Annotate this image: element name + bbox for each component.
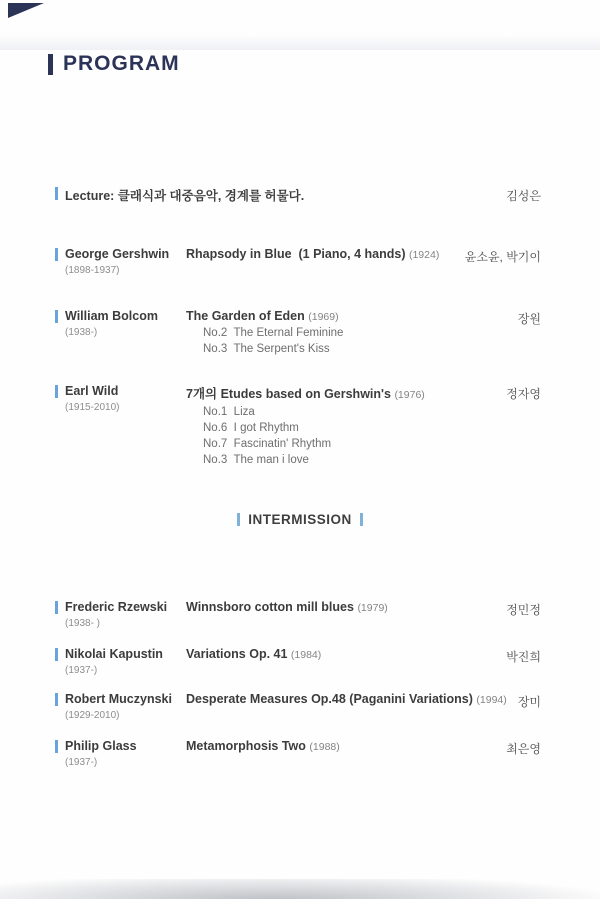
intermission-right-bar (360, 513, 363, 526)
composer-name: Earl Wild (65, 384, 119, 398)
piece-title: Metamorphosis Two (186, 739, 306, 753)
piece-year: (1976) (394, 389, 425, 401)
piece-year: (1979) (357, 602, 388, 614)
composer-name: George Gershwin (65, 247, 170, 261)
piece-column (186, 309, 510, 355)
composer-name: Nikolai Kapustin (65, 647, 163, 661)
piece-title: Desperate Measures Op.48 (Paganini Variations) (186, 692, 473, 706)
piece-year: (1984) (290, 649, 322, 661)
composer-name: Robert Muczynski (65, 692, 172, 706)
program-row-muczynski (55, 692, 541, 721)
piece-column (186, 647, 498, 661)
intermission-label: INTERMISSION (248, 512, 352, 527)
composer-column (58, 247, 186, 276)
piece-title-line (186, 692, 510, 706)
program-row-lecture (55, 186, 541, 204)
performer-name: 장미 (517, 695, 541, 709)
intermission-left-bar (237, 513, 240, 526)
piece-year: (1994) (476, 694, 507, 706)
composer-column (58, 647, 186, 676)
composer-name: Philip Glass (65, 739, 137, 753)
piece-column (186, 384, 498, 466)
piece-title-line (186, 600, 498, 614)
piece-title: Rhapsody in Blue (1 Piano, 4 hands) (186, 247, 406, 261)
page-title: PROGRAM (63, 52, 180, 75)
piece-title-line (186, 647, 498, 661)
piece-year: (1988) (309, 741, 340, 753)
intermission-divider (0, 512, 600, 527)
performer-name: 최은영 (506, 742, 541, 756)
movement-item: No.7 Fascinatin' Rhythm (203, 438, 332, 450)
composer-column (58, 384, 186, 413)
piece-column (186, 600, 498, 614)
piece-title-line (186, 247, 457, 261)
program-row-gershwin (55, 247, 541, 276)
performer-name: 윤소윤, 박기이 (464, 250, 541, 264)
piece-title-line (186, 309, 510, 323)
piece-column (186, 739, 498, 753)
performer-name: 박진희 (506, 650, 541, 664)
composer-column (58, 692, 186, 721)
corner-fold-decoration (8, 3, 44, 18)
piece-title: Variations Op. 41 (186, 647, 288, 661)
performer-name: 장원 (517, 312, 541, 326)
page-bottom-curl-decoration (0, 879, 600, 899)
piece-column (186, 692, 510, 706)
program-row-kapustin (55, 647, 541, 676)
piece-year: (1969) (308, 311, 339, 323)
movement-item: No.1 Liza (203, 406, 255, 418)
performer-name: 정민정 (506, 603, 541, 617)
program-row-rzewski (55, 600, 541, 629)
piece-title: The Garden of Eden (186, 309, 305, 323)
performer-name: 김성은 (506, 189, 541, 203)
composer-dates: (1915-2010) (65, 402, 120, 413)
movement-item: No.2 The Eternal Feminine (203, 327, 344, 339)
composer-dates: (1937-) (65, 665, 98, 676)
piece-column (186, 247, 457, 261)
piece-title-line (186, 739, 498, 753)
composer-column (58, 309, 186, 338)
composer-column (58, 739, 186, 768)
composer-dates: (1937-) (65, 757, 98, 768)
movement-item: No.3 The Serpent's Kiss (203, 343, 330, 355)
composer-dates: (1938- ) (65, 618, 101, 629)
movement-item: No.6 I got Rhythm (203, 422, 299, 434)
program-row-glass (55, 739, 541, 768)
piece-title-line (186, 384, 498, 402)
lecture-title: Lecture: 클래식과 대중음악, 경계를 허물다. (65, 189, 305, 203)
piece-year: (1924) (408, 249, 440, 261)
composer-dates: (1898-1937) (65, 265, 120, 276)
page-header (48, 52, 180, 76)
composer-dates: (1938-) (65, 327, 98, 338)
piece-title: Winnsboro cotton mill blues (186, 600, 354, 614)
piece-title: 7개의 Etudes based on Gershwin's (186, 387, 391, 401)
program-row-wild (55, 384, 541, 466)
composer-name: William Bolcom (65, 309, 158, 323)
composer-dates: (1929-2010) (65, 710, 120, 721)
composer-name: Frederic Rzewski (65, 600, 168, 614)
movement-item: No.3 The man i love (203, 454, 309, 466)
top-shade-decoration (0, 34, 600, 50)
program-row-bolcom (55, 309, 541, 355)
header-accent-bar (48, 54, 53, 75)
composer-column (58, 600, 186, 629)
performer-name: 정자영 (506, 387, 541, 401)
